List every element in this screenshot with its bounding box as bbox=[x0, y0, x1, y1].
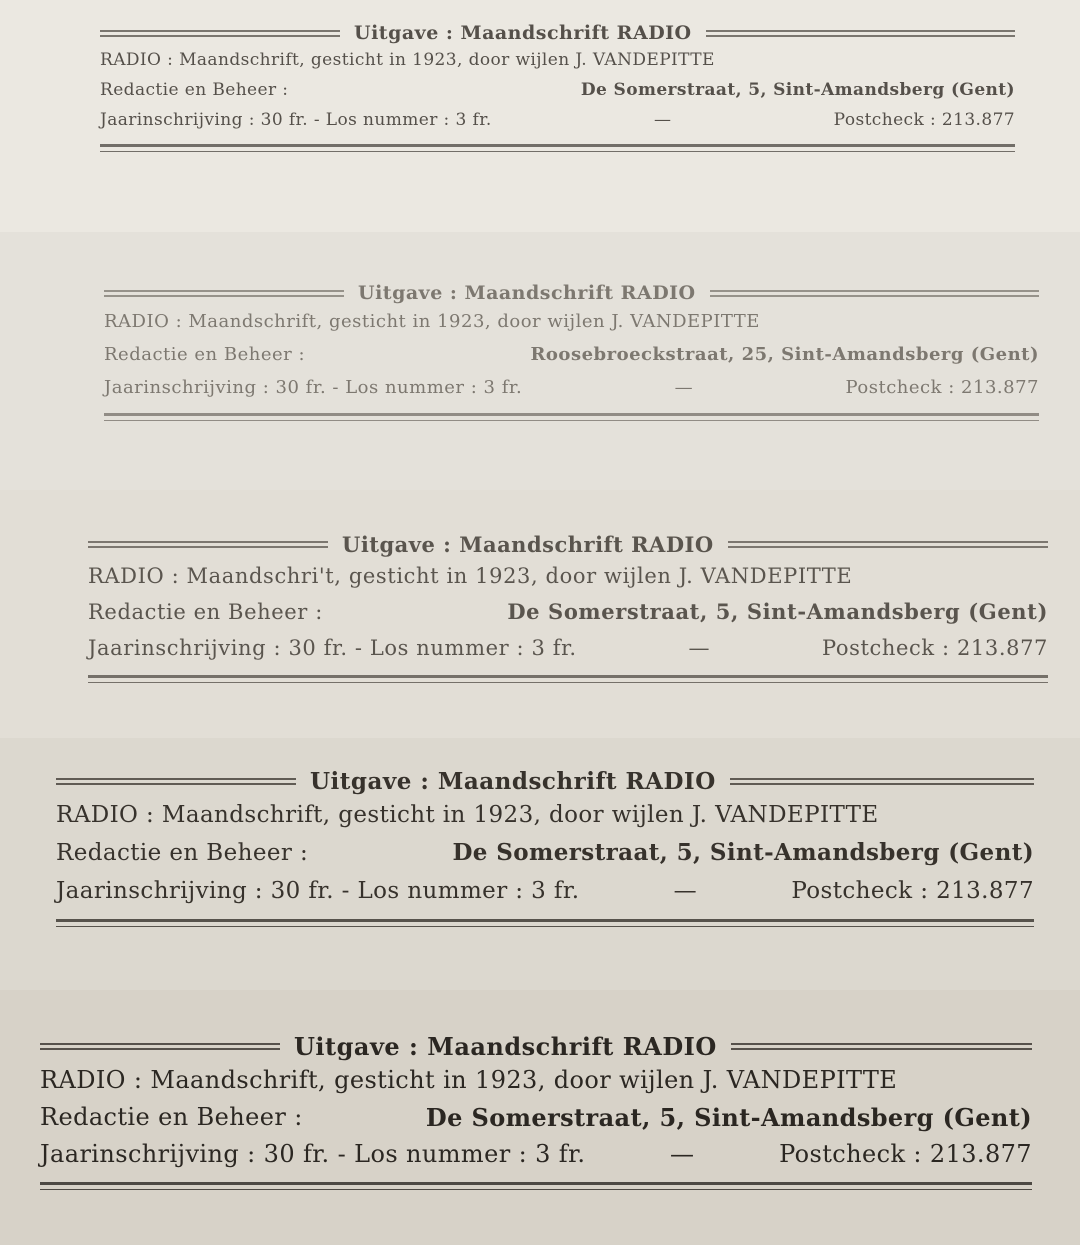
masthead bbox=[88, 532, 1048, 683]
founding-line bbox=[40, 1063, 1032, 1098]
masthead-header bbox=[104, 282, 1039, 304]
header-rule-right bbox=[710, 290, 1039, 297]
masthead bbox=[100, 22, 1015, 152]
header-rule-right bbox=[706, 30, 1015, 37]
editorial-address: Roosebroeckstraat, 25, Sint-Amandsberg (Gent) bbox=[530, 344, 1039, 365]
bottom-rule bbox=[100, 144, 1015, 152]
dash-separator: — bbox=[673, 878, 698, 904]
editorial-address: De Somerstraat, 5, Sint-Amandsberg (Gent) bbox=[580, 80, 1015, 100]
dash-separator: — bbox=[688, 636, 711, 660]
editorial-line bbox=[40, 1100, 1032, 1135]
header-rule-left bbox=[88, 541, 328, 548]
editorial-line bbox=[100, 76, 1015, 104]
dash-separator: — bbox=[674, 377, 694, 398]
postcheck-text: Postcheck : 213.877 bbox=[821, 636, 1048, 660]
founding-text: RADIO : Maandschrift, gesticht in 1923, door wijlen J. VANDEPITTE bbox=[40, 1066, 898, 1094]
editorial-line bbox=[104, 339, 1039, 370]
header-rule-left bbox=[40, 1043, 280, 1050]
editorial-address: De Somerstraat, 5, Sint-Amandsberg (Gent) bbox=[425, 1103, 1032, 1132]
clipping-2 bbox=[0, 232, 1080, 490]
publisher-heading: Uitgave : Maandschrift RADIO bbox=[294, 1032, 717, 1061]
editorial-label: Redactie en Beheer : bbox=[88, 600, 323, 624]
founding-line bbox=[104, 306, 1039, 337]
editorial-label: Redactie en Beheer : bbox=[104, 344, 306, 365]
postcheck-text: Postcheck : 213.877 bbox=[833, 110, 1015, 130]
bottom-rule bbox=[104, 413, 1039, 421]
publisher-heading: Uitgave : Maandschrift RADIO bbox=[354, 22, 692, 44]
editorial-address: De Somerstraat, 5, Sint-Amandsberg (Gent) bbox=[452, 839, 1034, 866]
masthead-header bbox=[88, 532, 1048, 557]
subscription-text: Jaarinschrijving : 30 fr. - Los nummer : 3 fr. bbox=[104, 377, 523, 398]
subscription-line bbox=[56, 873, 1034, 909]
publisher-heading: Uitgave : Maandschrift RADIO bbox=[310, 768, 716, 795]
header-rule-right bbox=[731, 1043, 1032, 1050]
header-rule-right bbox=[728, 541, 1048, 548]
postcheck-text: Postcheck : 213.877 bbox=[791, 878, 1034, 904]
subscription-text: Jaarinschrijving : 30 fr. - Los nummer : 3 fr. bbox=[88, 636, 577, 660]
editorial-address: De Somerstraat, 5, Sint-Amandsberg (Gent) bbox=[507, 599, 1048, 624]
masthead bbox=[40, 1032, 1032, 1190]
postcheck-text: Postcheck : 213.877 bbox=[779, 1140, 1032, 1168]
subscription-line bbox=[100, 106, 1015, 134]
publisher-heading: Uitgave : Maandschrift RADIO bbox=[358, 282, 696, 304]
postcheck-text: Postcheck : 213.877 bbox=[845, 377, 1039, 398]
clipping-3 bbox=[0, 490, 1080, 738]
subscription-line bbox=[104, 372, 1039, 403]
masthead bbox=[56, 768, 1034, 927]
clipping-4 bbox=[0, 738, 1080, 990]
subscription-line bbox=[88, 631, 1048, 665]
subscription-text: Jaarinschrijving : 30 fr. - Los nummer : 3 fr. bbox=[100, 110, 492, 130]
masthead-header bbox=[56, 768, 1034, 795]
founding-text: RADIO : Maandschrift, gesticht in 1923, door wijlen J. VANDEPITTE bbox=[100, 50, 715, 70]
header-rule-left bbox=[104, 290, 344, 297]
subscription-line bbox=[40, 1137, 1032, 1172]
dash-separator: — bbox=[653, 110, 672, 130]
masthead-header bbox=[40, 1032, 1032, 1061]
founding-line bbox=[88, 559, 1048, 593]
bottom-rule bbox=[40, 1182, 1032, 1190]
founding-line bbox=[100, 46, 1015, 74]
masthead-header bbox=[100, 22, 1015, 44]
founding-text: RADIO : Maandschri't, gesticht in 1923, door wijlen J. VANDEPITTE bbox=[88, 564, 853, 588]
subscription-text: Jaarinschrijving : 30 fr. - Los nummer : 3 fr. bbox=[56, 878, 580, 904]
editorial-label: Redactie en Beheer : bbox=[56, 840, 309, 866]
editorial-line bbox=[56, 835, 1034, 871]
publisher-heading: Uitgave : Maandschrift RADIO bbox=[342, 532, 714, 557]
subscription-text: Jaarinschrijving : 30 fr. - Los nummer : 3 fr. bbox=[40, 1140, 586, 1168]
bottom-rule bbox=[56, 919, 1034, 927]
header-rule-left bbox=[100, 30, 340, 37]
header-rule-left bbox=[56, 778, 296, 785]
bottom-rule bbox=[88, 675, 1048, 683]
editorial-label: Redactie en Beheer : bbox=[100, 80, 289, 100]
founding-line bbox=[56, 797, 1034, 833]
clipping-5 bbox=[0, 990, 1080, 1245]
masthead bbox=[104, 282, 1039, 421]
editorial-label: Redactie en Beheer : bbox=[40, 1103, 303, 1131]
editorial-line bbox=[88, 595, 1048, 629]
founding-text: RADIO : Maandschrift, gesticht in 1923, door wijlen J. VANDEPITTE bbox=[56, 802, 879, 828]
header-rule-right bbox=[730, 778, 1034, 785]
founding-text: RADIO : Maandschrift, gesticht in 1923, door wijlen J. VANDEPITTE bbox=[104, 311, 760, 332]
clipping-1 bbox=[0, 0, 1080, 232]
dash-separator: — bbox=[670, 1140, 695, 1168]
